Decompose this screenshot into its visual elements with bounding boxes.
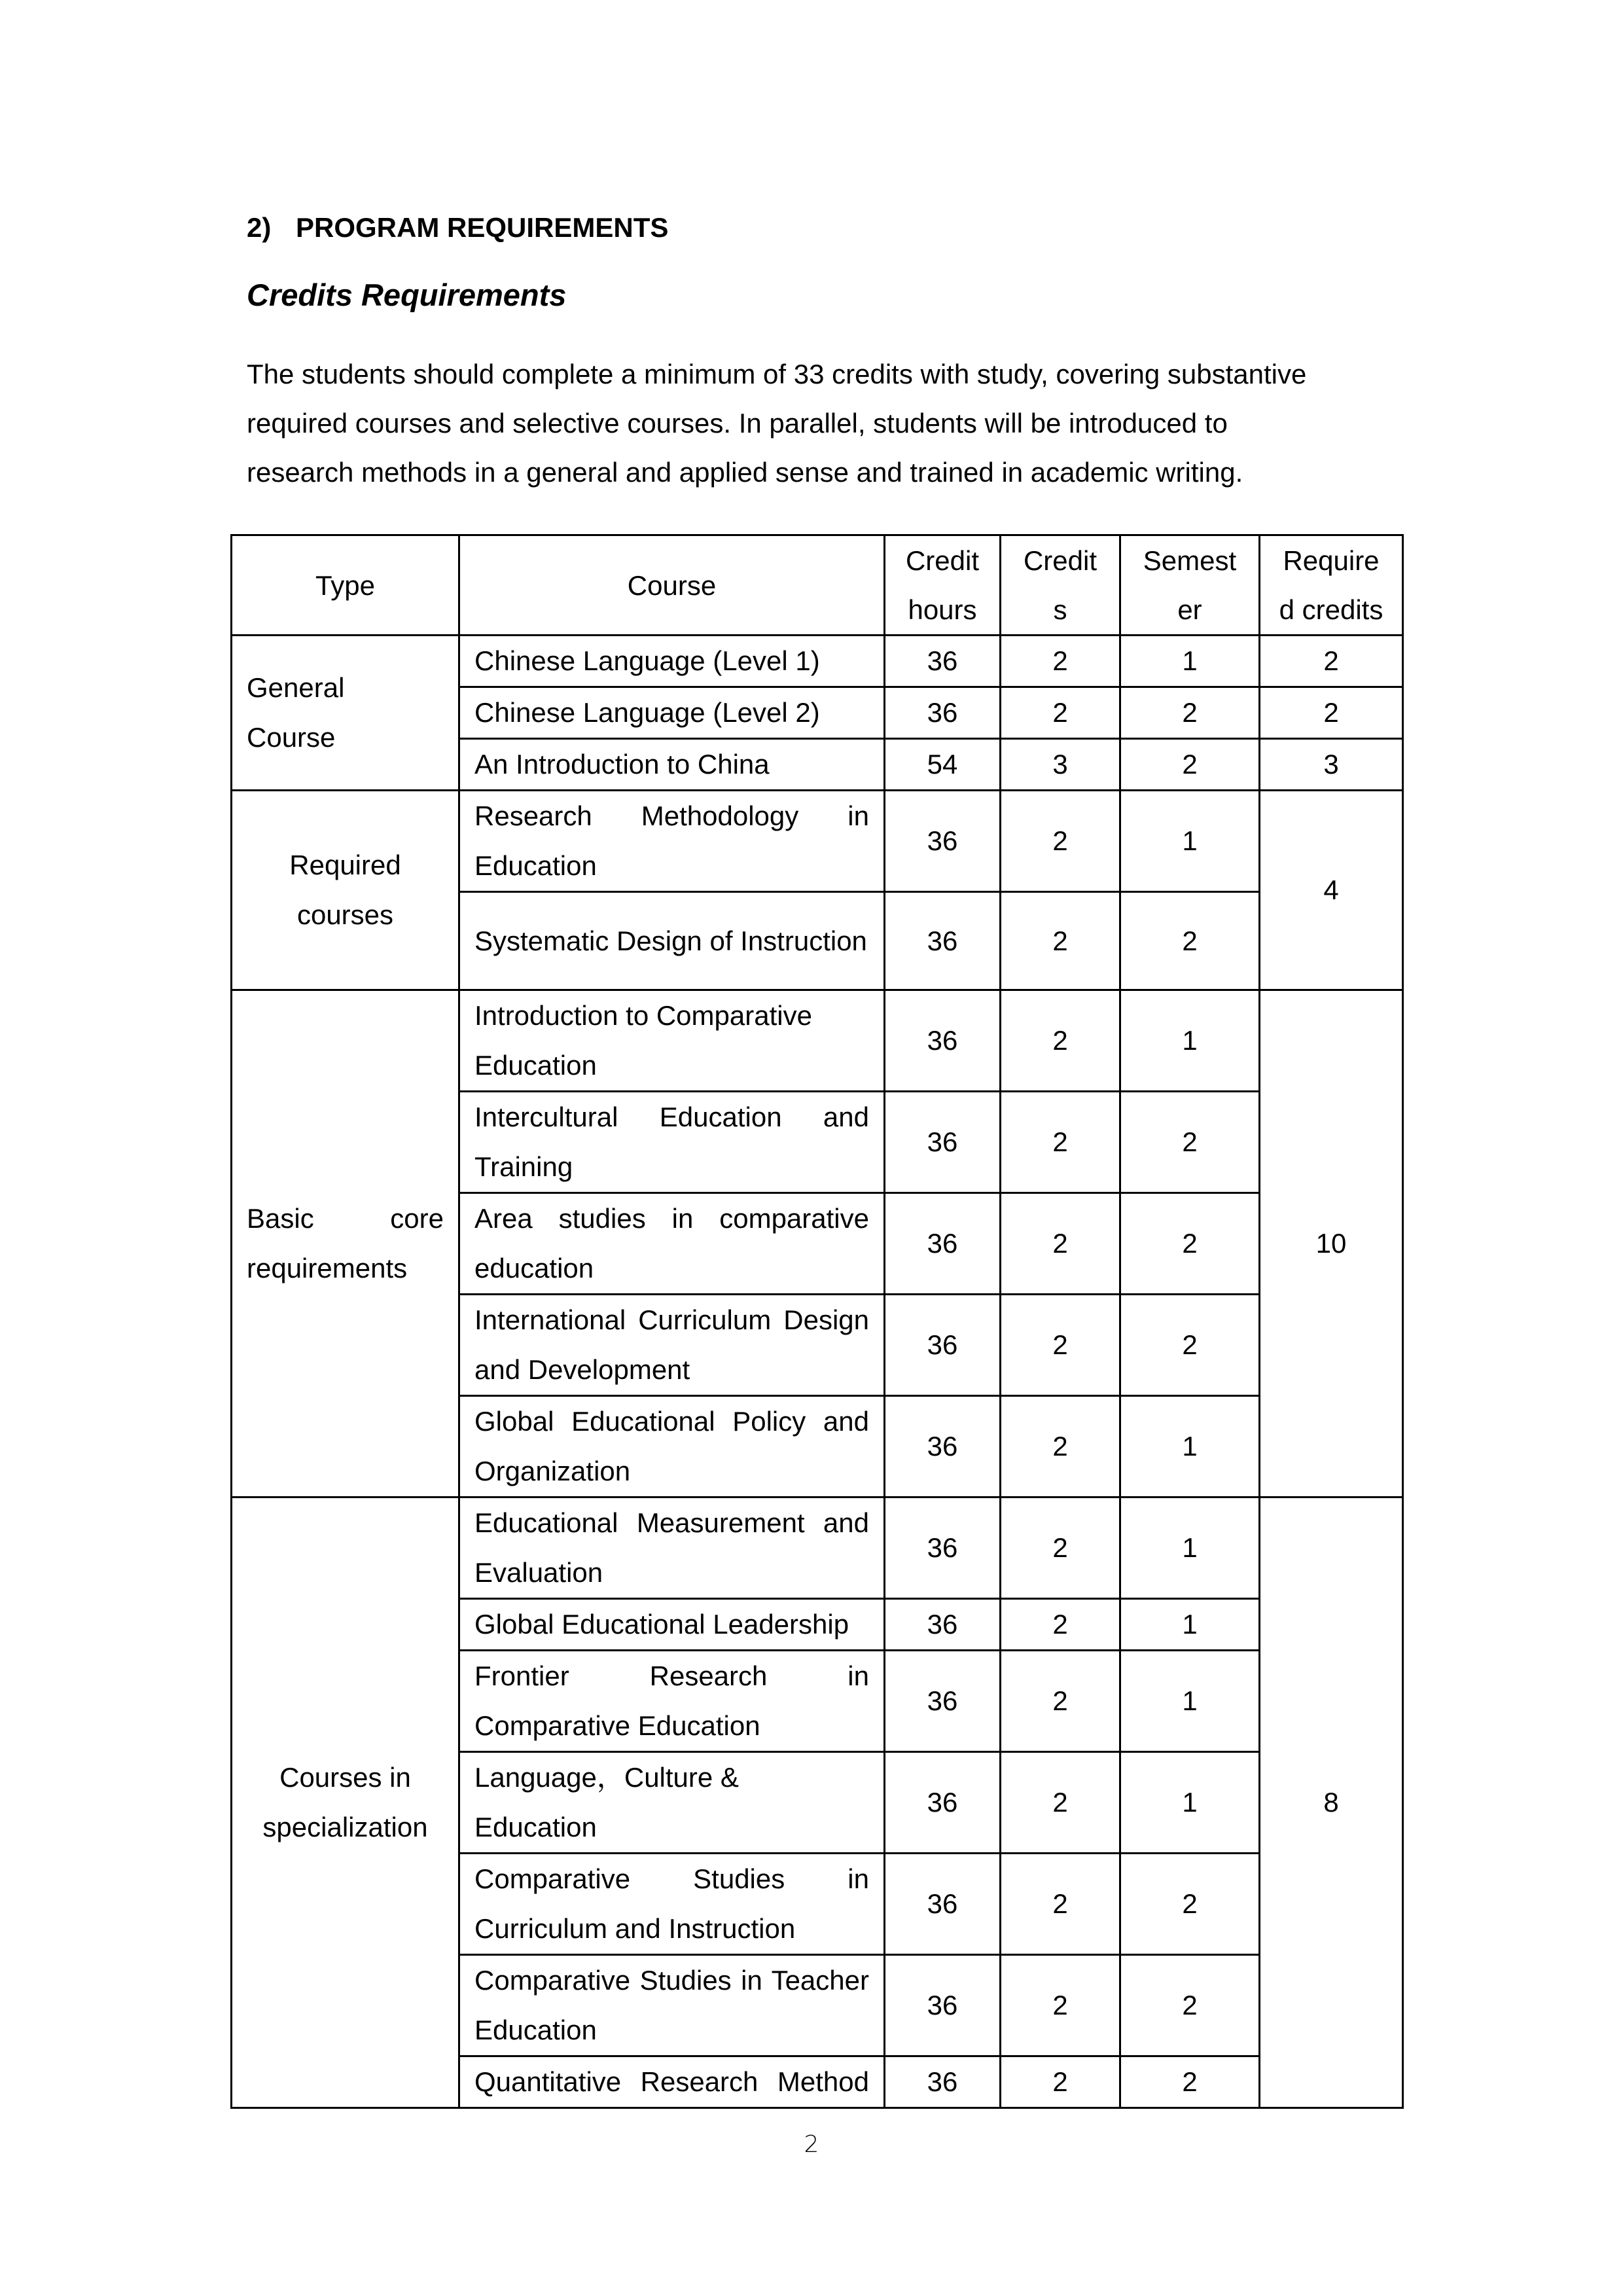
credit-hours-cell: 36 <box>885 1396 1001 1498</box>
semester-cell: 1 <box>1120 791 1260 892</box>
required-credits-cell: 2 <box>1260 636 1403 687</box>
type-cell-basic-core: Basic core requirements <box>232 990 459 1498</box>
credit-hours-cell: 36 <box>885 1092 1001 1193</box>
required-credits-cell: 3 <box>1260 739 1403 791</box>
course-cell: An Introduction to China <box>459 739 885 791</box>
course-cell: Chinese Language (Level 1) <box>459 636 885 687</box>
type-cell-specialization: Courses in specialization <box>232 1498 459 2108</box>
type-cell-general: General Course <box>232 636 459 791</box>
semester-cell: 1 <box>1120 1396 1260 1498</box>
header-type: Type <box>232 535 459 636</box>
credit-hours-cell: 36 <box>885 1752 1001 1854</box>
credits-cell: 2 <box>1001 1955 1120 2056</box>
credits-cell: 2 <box>1001 1854 1120 1955</box>
table-row <box>232 791 1403 892</box>
section-heading <box>247 211 668 245</box>
subtitle: Credits Requirements <box>247 278 567 312</box>
semester-cell: 2 <box>1120 2056 1260 2108</box>
table-row <box>232 1498 1403 1599</box>
course-cell: Educational Measurement and Evaluation <box>459 1498 885 1599</box>
credit-hours-cell: 36 <box>885 990 1001 1092</box>
semester-cell: 2 <box>1120 892 1260 990</box>
required-credits-cell: 8 <box>1260 1498 1403 2108</box>
paragraph-line: research methods in a general and applied sense and trained in academic writing. <box>247 457 1243 488</box>
course-cell: International Curriculum Design and Development <box>459 1295 885 1396</box>
semester-cell: 1 <box>1120 1599 1260 1651</box>
credit-hours-cell: 36 <box>885 1854 1001 1955</box>
credit-hours-cell: 54 <box>885 739 1001 791</box>
semester-cell: 2 <box>1120 739 1260 791</box>
course-cell: Global Educational Leadership <box>459 1599 885 1651</box>
type-cell-required: Required courses <box>232 791 459 990</box>
credit-hours-cell: 36 <box>885 2056 1001 2108</box>
header-semester: Semest er <box>1120 535 1260 636</box>
credit-hours-cell: 36 <box>885 1193 1001 1295</box>
course-cell: Frontier Research in Comparative Education <box>459 1651 885 1752</box>
semester-cell: 2 <box>1120 687 1260 739</box>
credits-cell: 2 <box>1001 892 1120 990</box>
required-credits-cell: 4 <box>1260 791 1403 990</box>
credits-cell: 2 <box>1001 1295 1120 1396</box>
semester-cell: 1 <box>1120 990 1260 1092</box>
credits-cell: 2 <box>1001 1752 1120 1854</box>
semester-cell: 1 <box>1120 1752 1260 1854</box>
semester-cell: 2 <box>1120 1092 1260 1193</box>
course-cell: Research Methodology in Education <box>459 791 885 892</box>
credits-cell: 2 <box>1001 1498 1120 1599</box>
credit-hours-cell: 36 <box>885 1498 1001 1599</box>
credits-cell: 2 <box>1001 990 1120 1092</box>
credit-hours-cell: 36 <box>885 1651 1001 1752</box>
credit-hours-cell: 36 <box>885 791 1001 892</box>
header-credits: Credit s <box>1001 535 1120 636</box>
course-cell: Global Educational Policy and Organization <box>459 1396 885 1498</box>
header-required-credits: Require d credits <box>1260 535 1403 636</box>
paragraph-line: The students should complete a minimum of 33 credits with study, covering substantive <box>247 359 1307 389</box>
section-number: 2) <box>247 212 272 243</box>
course-cell: Systematic Design of Instruction <box>459 892 885 990</box>
paragraph-line: required courses and selective courses. In parallel, students will be introduced to <box>247 408 1228 439</box>
course-cell: Quantitative Research Method <box>459 2056 885 2108</box>
credit-hours-cell: 36 <box>885 636 1001 687</box>
credits-cell: 2 <box>1001 1092 1120 1193</box>
table-row <box>232 636 1403 687</box>
semester-cell: 1 <box>1120 1498 1260 1599</box>
credits-cell: 2 <box>1001 636 1120 687</box>
semester-cell: 2 <box>1120 1955 1260 2056</box>
credit-hours-cell: 36 <box>885 892 1001 990</box>
semester-cell: 1 <box>1120 636 1260 687</box>
header-course: Course <box>459 535 885 636</box>
table-header-row <box>232 535 1403 636</box>
course-cell: Language，Culture & Education <box>459 1752 885 1854</box>
course-cell: Introduction to Comparative Education <box>459 990 885 1092</box>
credits-cell: 2 <box>1001 2056 1120 2108</box>
credits-requirements-table <box>230 534 1404 2109</box>
semester-cell: 2 <box>1120 1193 1260 1295</box>
credits-cell: 2 <box>1001 1396 1120 1498</box>
header-credit-hours: Credit hours <box>885 535 1001 636</box>
intro-paragraph <box>247 350 1392 497</box>
course-cell: Comparative Studies in Teacher Education <box>459 1955 885 2056</box>
credits-cell: 2 <box>1001 791 1120 892</box>
credits-cell: 2 <box>1001 1599 1120 1651</box>
course-cell: Area studies in comparative education <box>459 1193 885 1295</box>
credit-hours-cell: 36 <box>885 1295 1001 1396</box>
table-row <box>232 990 1403 1092</box>
credit-hours-cell: 36 <box>885 687 1001 739</box>
credit-hours-cell: 36 <box>885 1599 1001 1651</box>
page-number: 2 <box>804 2131 819 2158</box>
required-credits-cell: 10 <box>1260 990 1403 1498</box>
credits-cell: 2 <box>1001 687 1120 739</box>
credits-cell: 3 <box>1001 739 1120 791</box>
course-cell: Comparative Studies in Curriculum and Instruction <box>459 1854 885 1955</box>
course-cell: Intercultural Education and Training <box>459 1092 885 1193</box>
semester-cell: 2 <box>1120 1854 1260 1955</box>
required-credits-cell: 2 <box>1260 687 1403 739</box>
semester-cell: 2 <box>1120 1295 1260 1396</box>
course-cell: Chinese Language (Level 2) <box>459 687 885 739</box>
credits-cell: 2 <box>1001 1651 1120 1752</box>
credits-cell: 2 <box>1001 1193 1120 1295</box>
semester-cell: 1 <box>1120 1651 1260 1752</box>
credit-hours-cell: 36 <box>885 1955 1001 2056</box>
section-title: PROGRAM REQUIREMENTS <box>296 212 669 243</box>
